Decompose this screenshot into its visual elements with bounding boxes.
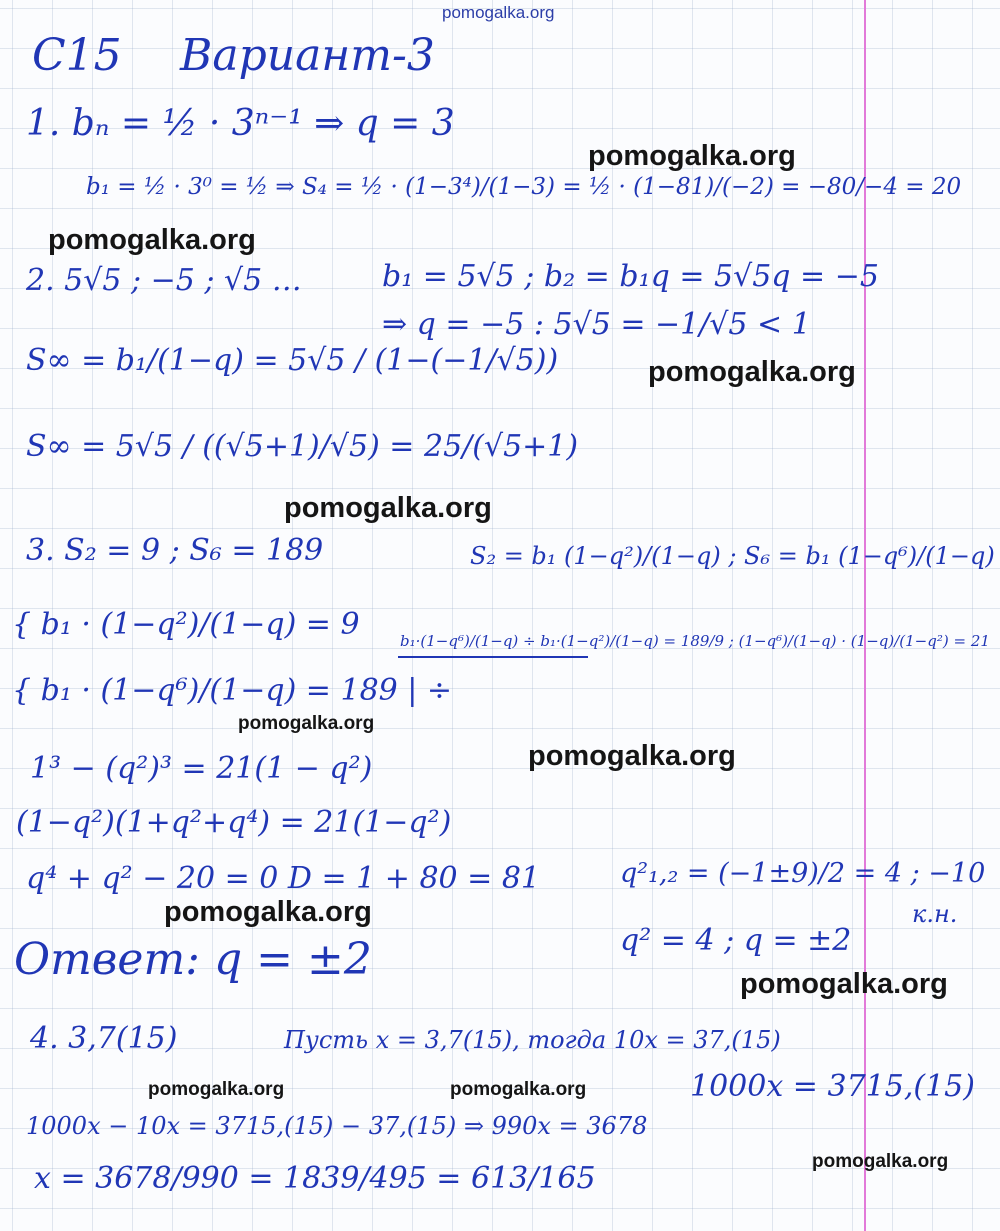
- problem-4-let: Пусть x = 3,7(15), тогда 10x = 37,(15): [284, 1026, 781, 1054]
- task-number: C15: [32, 30, 122, 81]
- problem-1-formula: 1. bₙ = ½ · 3ⁿ⁻¹ ⇒ q = 3: [26, 103, 455, 144]
- watermark-3: pomogalka.org: [648, 356, 856, 388]
- problem-1-solution: b₁ = ½ · 3⁰ = ½ ⇒ S₄ = ½ · (1−3⁴)/(1−3) = ½ · (1−81)/(−2) = −80/−4 = 20: [86, 174, 962, 200]
- watermark-7: pomogalka.org: [164, 896, 372, 928]
- fraction-bar: [398, 656, 588, 658]
- watermark-5: pomogalka.org: [238, 713, 375, 734]
- factored-equation: (1−q²)(1+q²+q⁴) = 21(1−q²): [16, 805, 452, 840]
- problem-2-q: ⇒ q = −5 : 5√5 = −1/√5 < 1: [382, 307, 811, 342]
- system-eq-2: { b₁ · (1−q⁶)/(1−q) = 189 | ÷: [12, 673, 453, 708]
- watermark-8: pomogalka.org: [740, 968, 948, 1000]
- problem-4-subtraction: 1000x − 10x = 3715,(15) − 37,(15) ⇒ 990x = 3678: [26, 1112, 648, 1140]
- system-eq-1: { b₁ · (1−q²)/(1−q) = 9: [12, 607, 360, 642]
- problem-2-sum-formula: S∞ = b₁/(1−q) = 5√5 / (1−(−1/√5)): [26, 343, 559, 378]
- quadratic-roots: q²₁,₂ = (−1±9)/2 = 4 ; −10: [620, 858, 986, 889]
- watermark-1: pomogalka.org: [588, 140, 796, 172]
- not-suitable-note: к.н.: [912, 900, 958, 928]
- problem-3-given: 3. S₂ = 9 ; S₆ = 189: [26, 533, 324, 568]
- problem-4-number: 4. 3,7(15): [30, 1021, 178, 1056]
- problem-2-sequence: 2. 5√5 ; −5 ; √5 …: [26, 263, 302, 298]
- watermark-9: pomogalka.org: [148, 1079, 285, 1100]
- problem-3-formulas: S₂ = b₁ (1−q²)/(1−q) ; S₆ = b₁ (1−q⁶)/(1−q): [470, 542, 995, 570]
- watermark-6: pomogalka.org: [528, 740, 736, 772]
- problem-2-sum-result: S∞ = 5√5 / ((√5+1)/√5) = 25/(√5+1): [26, 429, 579, 464]
- cube-difference: 1³ − (q²)³ = 21(1 − q²): [30, 751, 373, 786]
- answer-line: Ответ: q = ±2: [14, 934, 372, 985]
- q-values: q² = 4 ; q = ±2: [620, 923, 852, 958]
- problem-2-b2: b₁ = 5√5 ; b₂ = b₁q = 5√5q = −5: [382, 259, 879, 294]
- watermark-11: pomogalka.org: [812, 1151, 949, 1172]
- watermark-top: pomogalka.org: [442, 3, 555, 22]
- watermark-10: pomogalka.org: [450, 1079, 587, 1100]
- variant-title: Вариант-3: [180, 30, 435, 81]
- watermark-2: pomogalka.org: [48, 224, 256, 256]
- problem-4-result: x = 3678/990 = 1839/495 = 613/165: [34, 1161, 596, 1196]
- division-step: b₁·(1−q⁶)/(1−q) ÷ b₁·(1−q²)/(1−q) = 189/9 ; (1−q⁶)/(1−q) · (1−q)/(1−q²) = 21: [400, 632, 990, 650]
- quartic-equation: q⁴ + q² − 20 = 0 D = 1 + 80 = 81: [26, 861, 540, 896]
- problem-4-1000x: 1000x = 3715,(15): [690, 1069, 975, 1104]
- watermark-4: pomogalka.org: [284, 492, 492, 524]
